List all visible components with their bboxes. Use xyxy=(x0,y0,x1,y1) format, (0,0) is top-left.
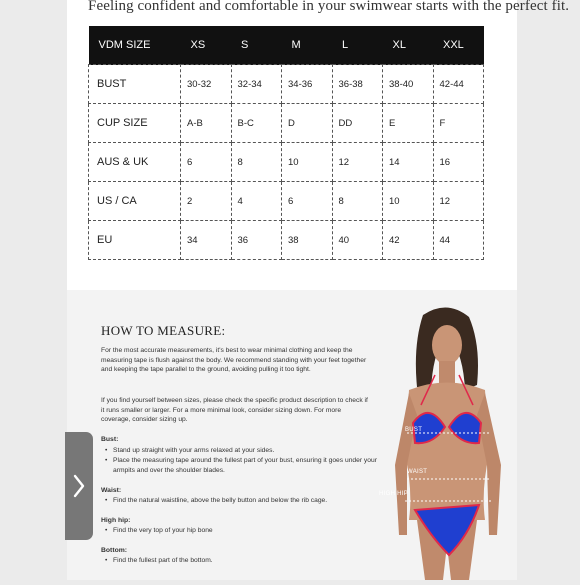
table-row xyxy=(89,182,484,221)
table-header-cell: XL xyxy=(383,26,434,65)
table-cell: B-C xyxy=(231,104,282,143)
table-row xyxy=(89,143,484,182)
high-hip-step: • Find the very top of your hip bone xyxy=(105,526,378,536)
table-cell: E xyxy=(383,104,434,143)
table-cell: 32-34 xyxy=(231,65,282,104)
table-cell: F xyxy=(433,104,484,143)
table-cell: 34-36 xyxy=(282,65,333,104)
table-cell: 8 xyxy=(231,143,282,182)
table-cell: 44 xyxy=(433,221,484,260)
bust-step: • Stand up straight with your arms relaxed at your sides. xyxy=(105,446,378,456)
table-cell: 36 xyxy=(231,221,282,260)
row-label: AUS & UK xyxy=(89,143,181,182)
row-label: BUST xyxy=(89,65,181,104)
waist-step: • Find the natural waistline, above the belly button and below the rib cage. xyxy=(105,496,378,506)
table-row xyxy=(89,221,484,260)
table-cell: 34 xyxy=(181,221,232,260)
table-cell: 12 xyxy=(433,182,484,221)
table-cell: 42 xyxy=(383,221,434,260)
bust-step: • Place the measuring tape around the fullest part of your bust, ensuring it goes under your armpits and over the shoulder blades. xyxy=(105,456,378,475)
chevron-right-icon xyxy=(72,474,86,498)
table-header-cell: XXL xyxy=(433,26,484,65)
high-hip-heading: High hip: xyxy=(101,517,131,524)
table-cell: 36-38 xyxy=(332,65,383,104)
row-label: CUP SIZE xyxy=(89,104,181,143)
table-header-row xyxy=(89,26,484,65)
table-cell: A-B xyxy=(181,104,232,143)
waist-label: WAIST xyxy=(407,469,428,475)
next-image-button[interactable] xyxy=(65,432,93,540)
table-cell: D xyxy=(282,104,333,143)
table-header-cell: M xyxy=(282,26,333,65)
table-header-cell: VDM SIZE xyxy=(89,26,181,65)
table-cell: 8 xyxy=(332,182,383,221)
how-to-measure-title: HOW TO MEASURE: xyxy=(101,323,226,338)
instructions-paragraph: For the most accurate measurements, it's best to wear minimal clothing and keep the measuring tape is flush against the body. We recommend standing with your feet together and keeping the tape parallel to the ground, avoiding pulling it too tight. xyxy=(101,347,367,374)
table-cell: DD xyxy=(332,104,383,143)
bottom-heading: Bottom: xyxy=(101,547,128,554)
table-cell: 42-44 xyxy=(433,65,484,104)
model-figure xyxy=(377,305,517,580)
table-cell: 10 xyxy=(282,143,333,182)
size-guide-image xyxy=(67,0,570,580)
table-cell: 30-32 xyxy=(181,65,232,104)
table-cell: 40 xyxy=(332,221,383,260)
bottom-step: • Find the fullest part of the bottom. xyxy=(105,556,378,566)
table-cell: 14 xyxy=(383,143,434,182)
table-cell: 12 xyxy=(332,143,383,182)
waist-heading: Waist: xyxy=(101,487,122,494)
row-label: EU xyxy=(89,221,181,260)
row-label: US / CA xyxy=(89,182,181,221)
intro-text: Feeling confident and comfortable in your swimwear starts with the perfect fit. xyxy=(88,0,570,14)
table-header-cell: S xyxy=(231,26,282,65)
bust-label: BUST xyxy=(405,427,423,433)
table-cell: 38-40 xyxy=(383,65,434,104)
table-cell: 10 xyxy=(383,182,434,221)
table-cell: 4 xyxy=(231,182,282,221)
table-cell: 2 xyxy=(181,182,232,221)
table-header-cell: L xyxy=(332,26,383,65)
table-cell: 38 xyxy=(282,221,333,260)
table-row xyxy=(89,65,484,104)
table-cell: 6 xyxy=(181,143,232,182)
size-chart-table xyxy=(88,26,484,260)
instructions-paragraph: If you find yourself between sizes, please check the specific product description to check if it runs smaller or larger. For a more minimal look, consider sizing down. For more coverage, consider sizing up. xyxy=(101,397,368,424)
table-cell: 16 xyxy=(433,143,484,182)
model-illustration xyxy=(377,305,517,580)
table-cell: 6 xyxy=(282,182,333,221)
high-hip-label: HIGH HIP xyxy=(379,491,409,497)
table-row xyxy=(89,104,484,143)
bust-heading: Bust: xyxy=(101,436,119,443)
table-header-cell: XS xyxy=(181,26,232,65)
